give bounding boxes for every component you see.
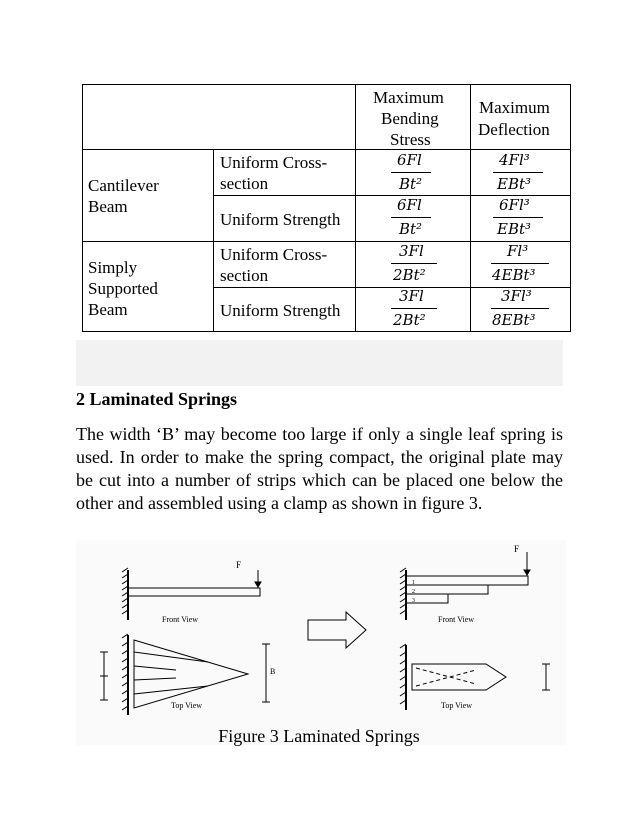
stress-denominator: 2Bt² <box>393 311 426 329</box>
section-paragraph: The width ‘B’ may become too large if only a single leaf spring is used. In order to make the spring compact, the original plate may be cut into a number of strips which can be placed one below the other and assembled using a clamp as shown in figure 3. <box>76 424 563 513</box>
stress-numerator: 3Fl <box>399 242 424 260</box>
fraction-bar <box>391 308 437 309</box>
laminated-spring-figure <box>76 540 566 745</box>
top-view-label-right: Top View <box>441 701 473 710</box>
header-bending-stress-line3: Stress <box>390 130 431 149</box>
fraction-bar <box>491 263 549 264</box>
beam-type-simply-1: Simply <box>88 258 138 277</box>
stacked-leaf-top <box>412 664 506 690</box>
deflection-denominator: 8EBt³ <box>492 311 536 329</box>
leaf-number-3: 3 <box>412 598 415 604</box>
beam-type-cantilever-2: Beam <box>88 197 128 216</box>
deflection-numerator: Fl³ <box>507 242 529 260</box>
deflection-numerator: 4Fl³ <box>499 151 530 169</box>
transform-arrow <box>308 612 366 648</box>
leaf-number-1: 1 <box>412 580 415 586</box>
table-divider <box>355 85 356 332</box>
force-label-right: F <box>514 544 520 554</box>
force-label-left: F <box>236 560 242 570</box>
deflection-denominator: EBt³ <box>497 175 532 193</box>
fraction-bar <box>493 172 543 173</box>
stress-numerator: 6Fl <box>397 151 422 169</box>
top-view-label-left: Top View <box>171 701 203 710</box>
width-label: B <box>270 667 276 676</box>
header-bending-stress-line1: Maximum <box>373 88 444 107</box>
section-uniform-strength: Uniform Strength <box>220 210 341 229</box>
beam-formula-table <box>82 84 571 332</box>
scan-shade-band <box>76 340 563 386</box>
laminated-spring-diagram <box>76 540 566 745</box>
section-uniform-cross-1: Uniform Cross- <box>220 153 328 172</box>
deflection-denominator: EBt³ <box>497 220 532 238</box>
header-deflection-line2: Deflection <box>478 120 550 139</box>
beam-type-simply-2: Supported <box>88 279 158 298</box>
stress-numerator: 6Fl <box>397 196 422 214</box>
fraction-bar <box>491 308 549 309</box>
deflection-numerator: 3Fl³ <box>501 287 532 305</box>
front-view-label-left: Front View <box>162 615 199 624</box>
leaf-2 <box>406 585 488 594</box>
stress-denominator: 2Bt² <box>393 266 426 284</box>
fraction-bar <box>391 217 431 218</box>
deflection-numerator: 6Fl³ <box>499 196 530 214</box>
fraction-bar <box>493 217 543 218</box>
deflection-denominator: 4EBt³ <box>492 266 536 284</box>
stress-denominator: Bt² <box>399 175 423 193</box>
table-divider <box>83 241 570 242</box>
section-uniform-strength: Uniform Strength <box>220 301 341 320</box>
leaf-number-2: 2 <box>412 589 415 595</box>
table-divider <box>470 85 471 332</box>
arrowhead <box>524 570 530 575</box>
section-uniform-cross-1: Uniform Cross- <box>220 245 328 264</box>
fraction-bar <box>391 263 437 264</box>
section-uniform-cross-2: section <box>220 174 269 193</box>
arrowhead <box>255 582 261 587</box>
figure-caption: Figure 3 Laminated Springs <box>218 726 420 746</box>
section-uniform-cross-2: section <box>220 266 269 285</box>
fraction-bar <box>391 172 431 173</box>
beam-type-cantilever-1: Cantilever <box>88 176 159 195</box>
stress-numerator: 3Fl <box>399 287 424 305</box>
triangular-plate <box>134 640 248 708</box>
section-heading: 2 Laminated Springs <box>76 389 238 409</box>
stress-denominator: Bt² <box>399 220 423 238</box>
beam-type-simply-3: Beam <box>88 300 128 319</box>
table-divider <box>83 149 570 150</box>
header-bending-stress-line2: Bending <box>381 109 439 128</box>
front-view-label-right: Front View <box>438 615 475 624</box>
leaf-1 <box>406 576 528 585</box>
single-leaf-beam <box>128 588 260 596</box>
header-deflection-line1: Maximum <box>479 98 550 117</box>
